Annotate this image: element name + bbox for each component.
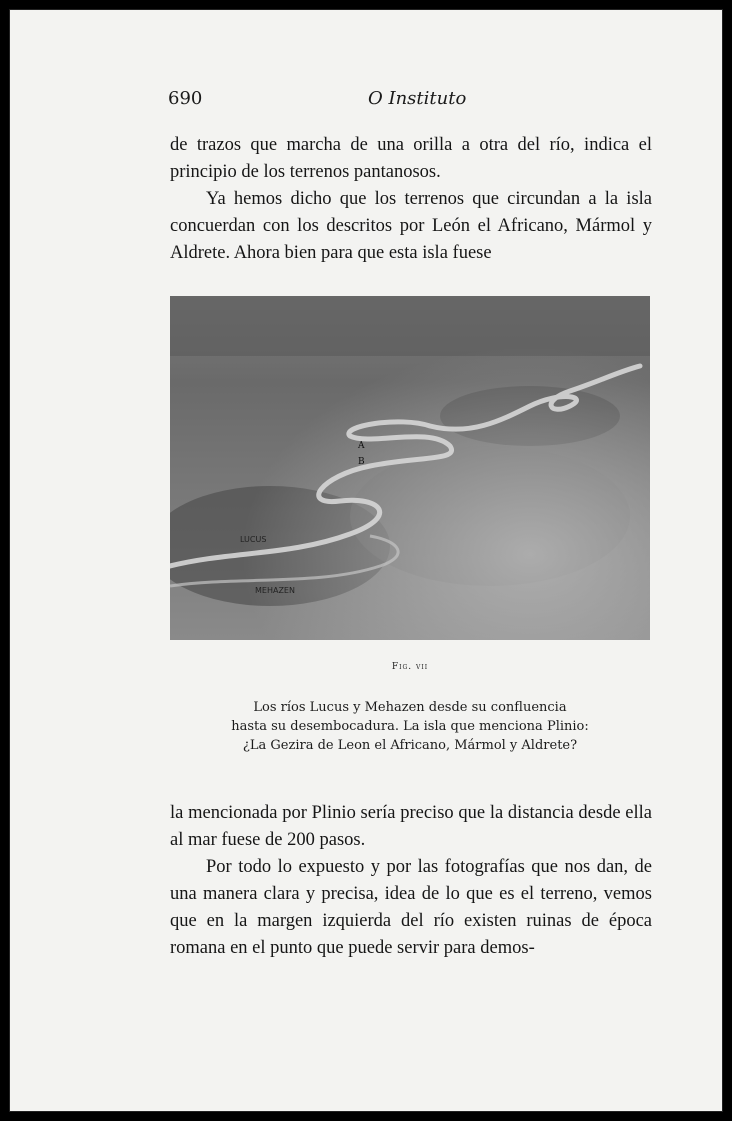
page: [9, 9, 723, 1112]
aerial-photograph: [170, 296, 650, 640]
paragraph: de trazos que marcha de una orilla a otra del río, indica el principio de los terrenos pantanosos.: [170, 135, 652, 182]
paragraph: la mencionada por Plinio sería preciso que la distancia desde ella al mar fuese de 200 pasos.: [170, 803, 652, 850]
paragraph: Por todo lo expuesto y por las fotografías que nos dan, de una manera clara y precisa, idea de lo que es el terreno, vemos que en la margen izquierda del río existen ruinas de época romana en el punto que puede servir para demos-: [170, 857, 652, 958]
body-text-bottom: [170, 800, 652, 962]
photo-label-b: B: [358, 457, 365, 467]
body-text-top: [170, 132, 652, 267]
page-number: 690: [168, 88, 203, 109]
caption-line: ¿La Gezira de Leon el Africano, Mármol y Aldrete?: [242, 738, 578, 753]
caption-line: Los ríos Lucus y Mehazen desde su confluencia: [253, 700, 567, 715]
photo-label-a: A: [358, 441, 365, 451]
aerial-photo-illustration: [170, 296, 650, 640]
running-title: O Instituto: [368, 88, 467, 109]
photo-label-mehazen: MEHAZEN: [255, 586, 295, 595]
caption-line: hasta su desembocadura. La isla que menciona Plinio:: [231, 719, 589, 734]
figure-caption: [180, 698, 640, 755]
paragraph: Ya hemos dicho que los terrenos que circundan a la isla concuerdan con los descritos por León el Africano, Mármol y Aldrete. Ahora bien para que esta isla fuese: [170, 189, 652, 263]
photo-label-lucus: LUCUS: [240, 535, 267, 544]
figure-label: Fig. vii: [391, 662, 429, 672]
